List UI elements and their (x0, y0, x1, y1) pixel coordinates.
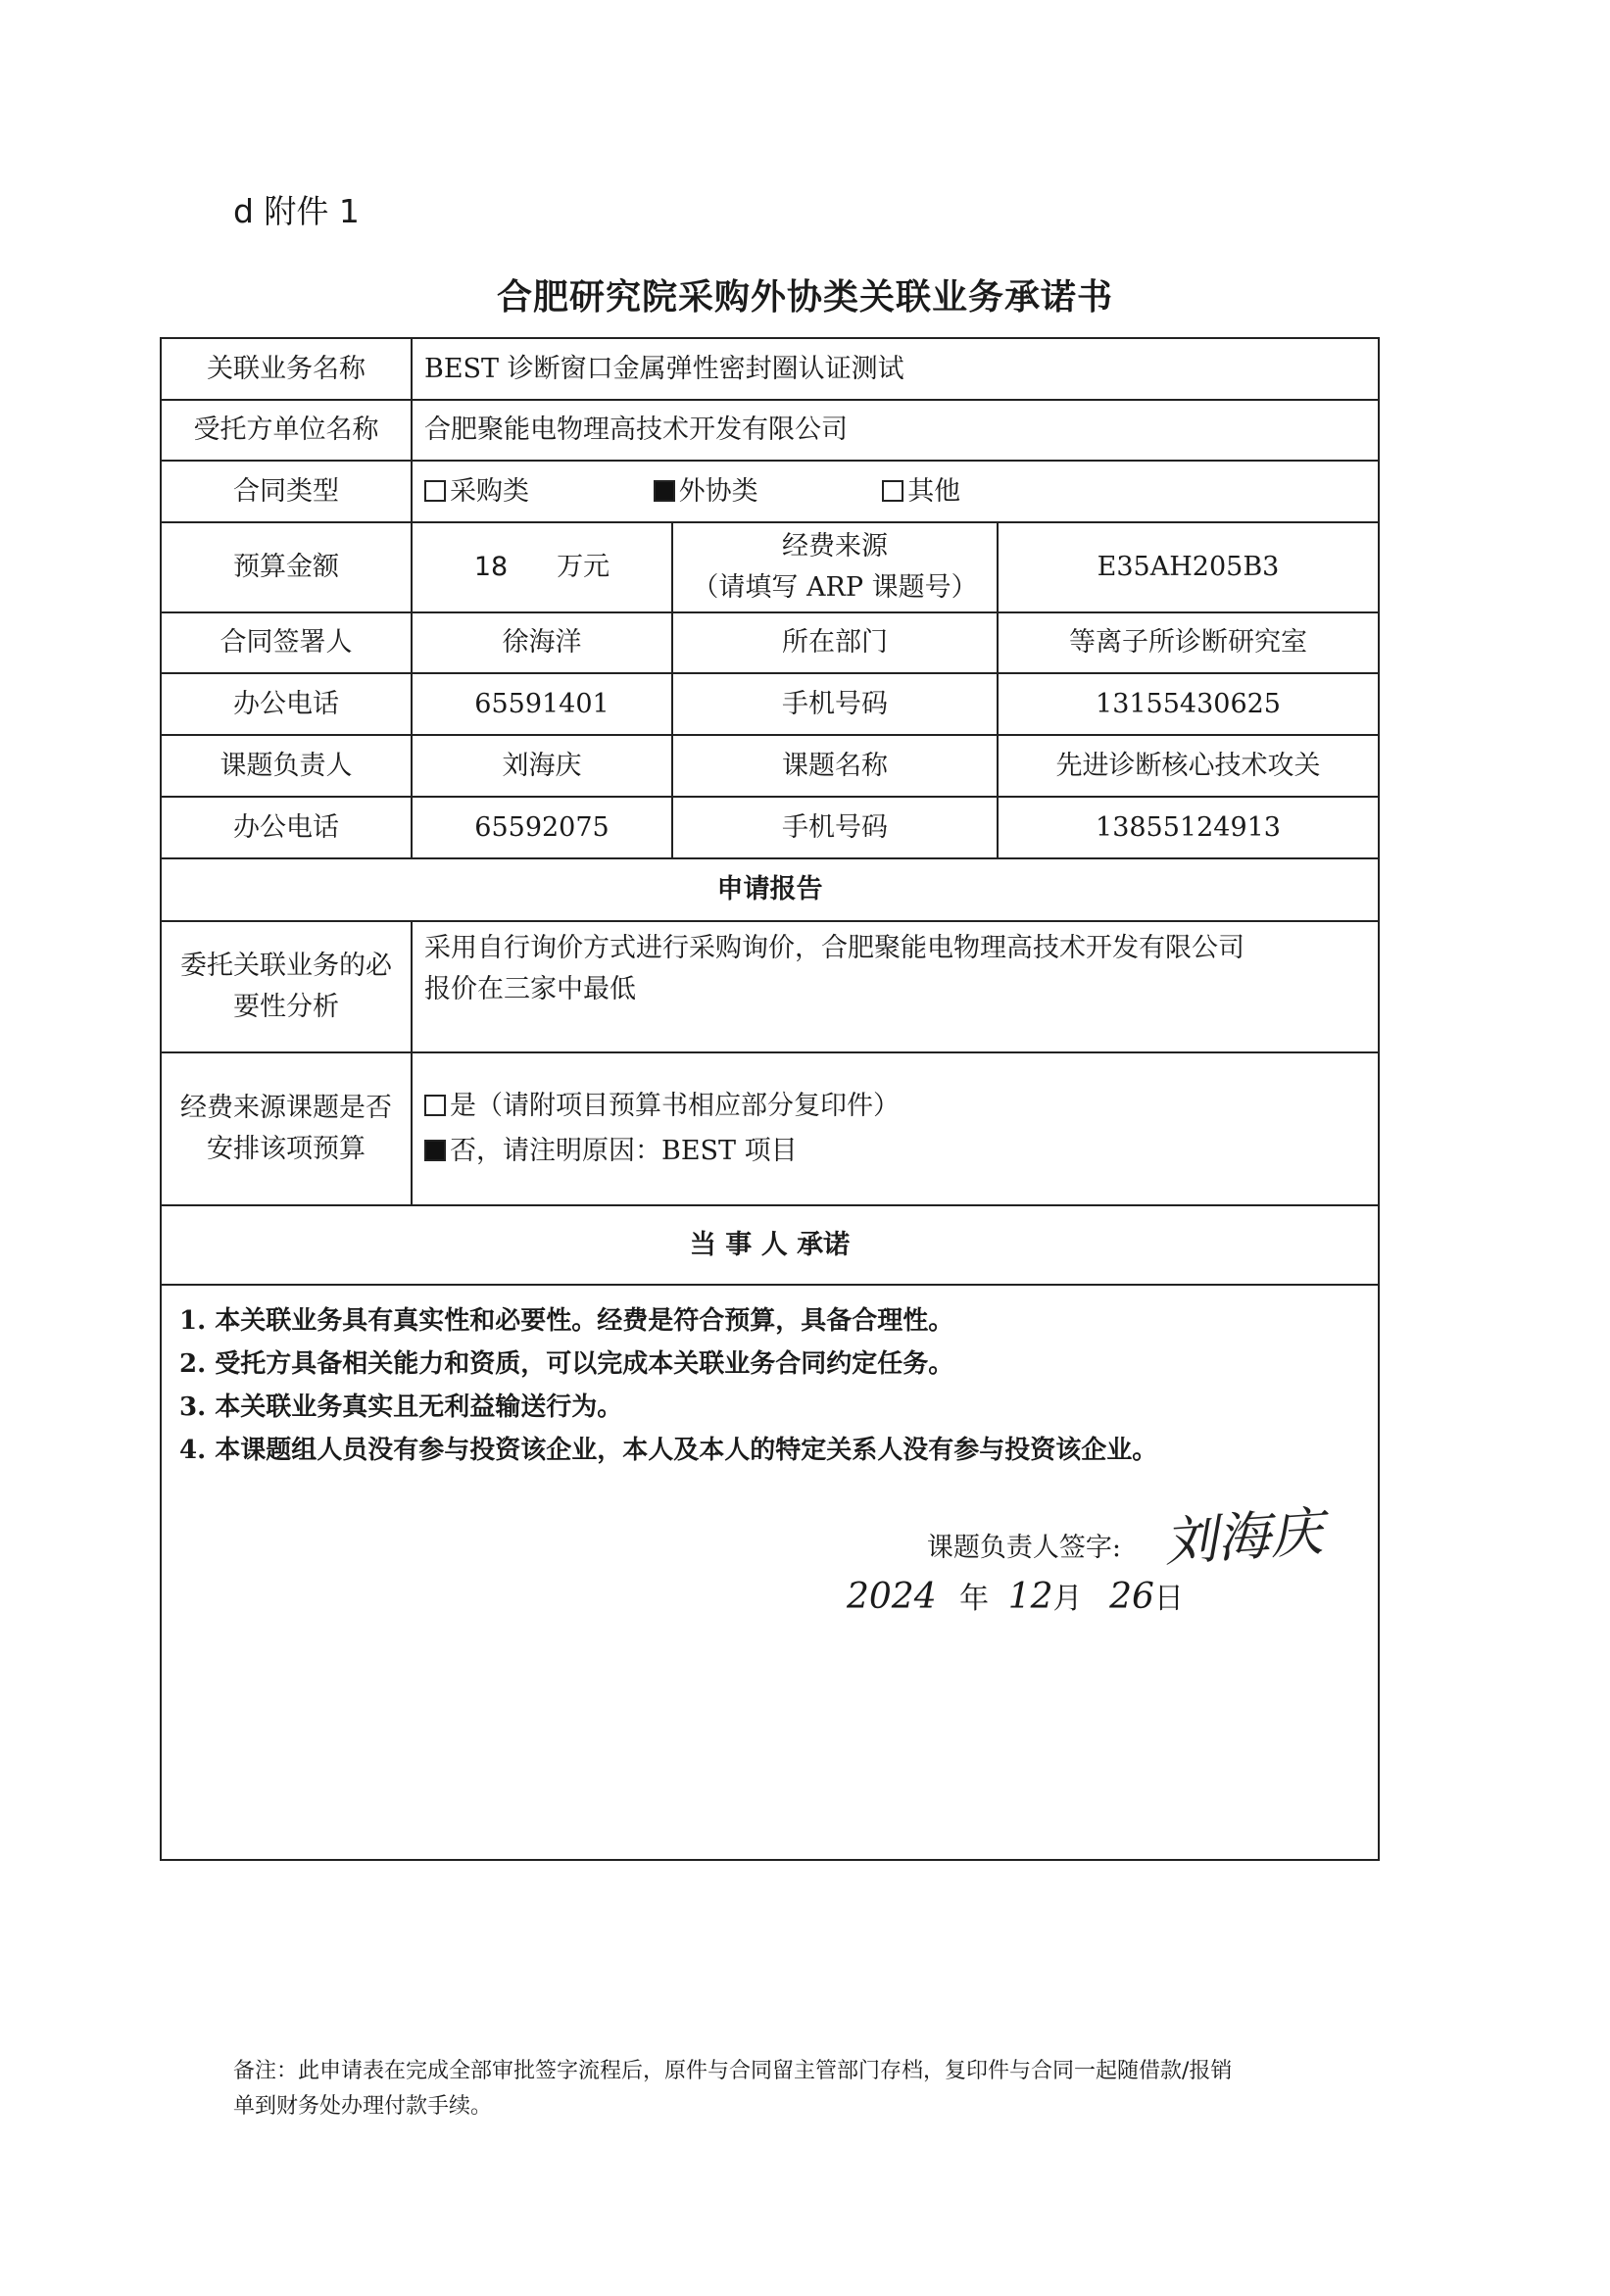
commitment-section-title: 当 事 人 承诺 (161, 1205, 1379, 1285)
application-section-title: 申请报告 (161, 858, 1379, 921)
date-day-unit: 日 (1153, 1582, 1184, 1616)
option-yes-label: 是（请附项目预算书相应部分复印件） (450, 1091, 900, 1122)
date-day: 26 (1109, 1577, 1154, 1617)
business-name-value: BEST 诊断窗口金属弹性密封圈认证测试 (412, 338, 1379, 400)
leader-label: 课题负责人 (161, 735, 412, 797)
commitment-item: 1. 本关联业务具有真实性和必要性。经费是符合预算，具备合理性。 (179, 1306, 954, 1336)
footer-note-line-1: 备注：此申请表在完成全部审批签字流程后，原件与合同留主管部门存档，复印件与合同一起随借款/报销 (233, 2059, 1233, 2083)
budget-question-line-1: 经费来源课题是否 (180, 1093, 392, 1124)
commitment-item: 2. 受托方具备相关能力和资质，可以完成本关联业务合同约定任务。 (179, 1349, 954, 1379)
fund-source-label: 经费来源 (782, 531, 888, 562)
checkbox-other[interactable] (882, 480, 903, 502)
leader-mobile-label: 手机号码 (672, 797, 998, 858)
signature-date (847, 1570, 1184, 1625)
budget-amount: 18 (473, 552, 509, 583)
fund-source-sub: （请填写 ARP 课题号） (692, 572, 978, 603)
office-phone-label: 办公电话 (161, 673, 412, 735)
signer-phone: 65591401 (412, 673, 672, 735)
commitment-body (161, 1285, 1379, 1860)
footer-note (233, 2054, 1375, 2125)
checkbox-purchase[interactable] (424, 480, 446, 502)
date-year-unit: 年 (959, 1582, 990, 1616)
row-signer (161, 612, 1379, 673)
row-budget-question (161, 1052, 1379, 1205)
fund-source-value: E35AH205B3 (998, 522, 1379, 612)
row-necessity (161, 921, 1379, 1052)
commitment-form (160, 337, 1380, 1861)
option-no-label: 否，请注明原因：BEST 项目 (450, 1136, 798, 1166)
project-name-label: 课题名称 (672, 735, 998, 797)
footer-note-line-2: 单到财务处办理付款手续。 (233, 2094, 493, 2119)
budget-question-label (161, 1052, 412, 1205)
necessity-label-line-1: 委托关联业务的必 (180, 951, 392, 982)
row-budget (161, 522, 1379, 612)
budget-question-options (412, 1052, 1379, 1205)
row-leader-phone (161, 797, 1379, 858)
option-other-label: 其他 (907, 475, 961, 507)
row-signer-phone (161, 673, 1379, 735)
date-month: 12 (1007, 1577, 1053, 1617)
commitment-item: 4. 本课题组人员没有参与投资该企业，本人及本人的特定关系人没有参与投资该企业。 (179, 1436, 1158, 1465)
business-name-label: 关联业务名称 (161, 338, 412, 400)
row-leader (161, 735, 1379, 797)
necessity-line-1: 采用自行询价方式进行采购询价，合肥聚能电物理高技术开发有限公司 (424, 933, 1244, 963)
signature-label: 课题负责人签字: (926, 1533, 1122, 1563)
signature-area (175, 1472, 1364, 1859)
attachment-label: d 附件 1 (233, 192, 360, 230)
option-outsourcing-label: 外协类 (678, 475, 758, 507)
commitment-list (175, 1286, 1364, 1472)
necessity-label (161, 921, 412, 1052)
dept-value: 等离子所诊断研究室 (998, 612, 1379, 673)
mobile-label: 手机号码 (672, 673, 998, 735)
row-business-name (161, 338, 1379, 400)
option-other[interactable] (882, 471, 960, 513)
necessity-text (412, 921, 1379, 1052)
row-commitment-title (161, 1205, 1379, 1285)
dept-label: 所在部门 (672, 612, 998, 673)
document-title: 合肥研究院采购外协类关联业务承诺书 (496, 277, 1113, 318)
necessity-label-line-2: 要性分析 (233, 992, 339, 1022)
option-no[interactable] (424, 1131, 1366, 1172)
entrusted-label: 受托方单位名称 (161, 400, 412, 461)
budget-unit: 万元 (557, 552, 610, 583)
date-year: 2024 (847, 1577, 937, 1617)
row-commitment (161, 1285, 1379, 1860)
contract-type-options (412, 461, 1379, 522)
entrusted-value: 合肥聚能电物理高技术开发有限公司 (412, 400, 1379, 461)
budget-question-line-2: 安排该项预算 (207, 1134, 366, 1164)
budget-value (412, 522, 672, 612)
date-month-unit: 月 (1052, 1582, 1083, 1616)
leader-mobile: 13855124913 (998, 797, 1379, 858)
checkbox-yes[interactable] (424, 1095, 446, 1116)
necessity-line-2: 报价在三家中最低 (424, 973, 636, 1004)
signer-value: 徐海洋 (412, 612, 672, 673)
signer-label: 合同签署人 (161, 612, 412, 673)
leader-office-phone-label: 办公电话 (161, 797, 412, 858)
project-name-value: 先进诊断核心技术攻关 (998, 735, 1379, 797)
budget-label: 预算金额 (161, 522, 412, 612)
option-purchase-label: 采购类 (450, 475, 529, 507)
row-entrusted (161, 400, 1379, 461)
handwritten-signature: 刘海庆 (1161, 1500, 1325, 1574)
signer-mobile: 13155430625 (998, 673, 1379, 735)
checkbox-outsourcing[interactable] (654, 480, 675, 502)
fund-source-label-cell (672, 522, 998, 612)
leader-value: 刘海庆 (412, 735, 672, 797)
contract-type-label: 合同类型 (161, 461, 412, 522)
leader-phone: 65592075 (412, 797, 672, 858)
option-yes[interactable] (424, 1086, 1366, 1127)
commitment-item: 3. 本关联业务真实且无利益输送行为。 (179, 1392, 623, 1422)
row-contract-type (161, 461, 1379, 522)
row-application-title (161, 858, 1379, 921)
checkbox-no[interactable] (424, 1140, 446, 1161)
option-outsourcing[interactable] (654, 471, 758, 513)
option-purchase[interactable] (424, 471, 529, 513)
